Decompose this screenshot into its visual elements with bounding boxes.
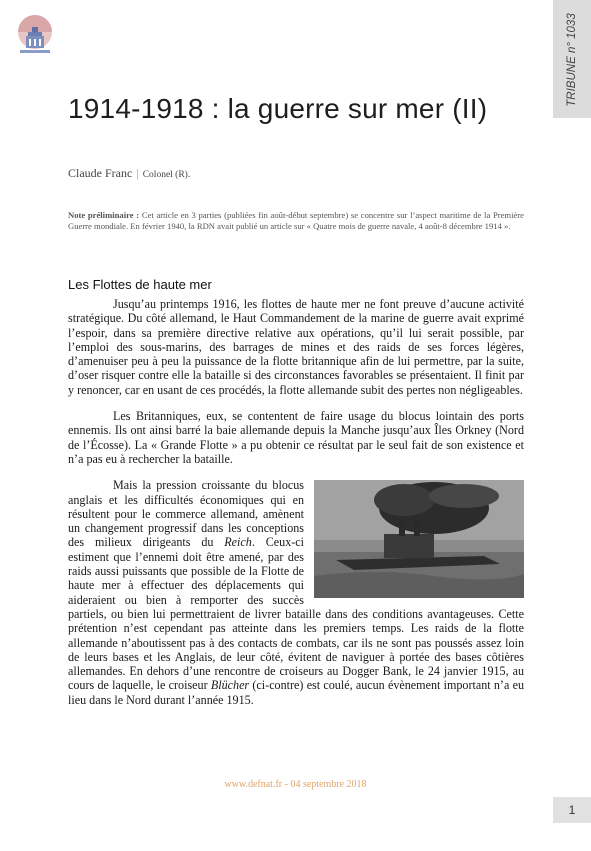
footer-url-date: www.defnat.fr - 04 septembre 2018	[224, 779, 367, 790]
reich-term: Reich	[224, 535, 252, 550]
article-title: 1914-1918 : la guerre sur mer (II)	[68, 93, 488, 124]
note-text: Cet article en 3 parties (publiées fin août-début septembre) se concentre sur l’aspect maritime de la Première Guerre mondiale. En février 1940, la RDN avait publié un article sur « Quatre mois de guerre navale, 4 août-8 décembre 1914 ».	[68, 210, 524, 231]
ship-name: Blücher	[210, 678, 250, 693]
paragraph-text: . Ceux-ci estiment que l’ennemi doit être amené, par des raids aussi puissants que possible de la Flotte de haute mer à effectuer des déplacements qui aideraient ou bien à remporter des succès partiels, ou bien lui permettraient de livrer bataille dans des conditions avantageuses. Cette prétention n’est cependant pas atteinte dans les premiers temps. Les raids de la flotte allemande n’aboutissent pas à des contacts de combats, car ils ne sont pas poussés assez loin de leurs bases et les Anglais, de leur côté, évitent de naviguer à portée des bases côtières allemandes. En dehors d’une rencontre de croiseurs au Dogger Bank, le 24 janvier 1915, au cours de laquelle, le croiseur	[68, 535, 524, 693]
paragraph: Les Britanniques, eux, se contentent de faire usage du blocus lointain des ports ennemis. Ils ont ainsi barré la baie allemande depuis la Manche jusqu’aux Îles Orkney (Nord de l’Écosse). La « Grande Flotte » a pu obtenir ce résultat par le seul fait de son existence et n’a pas eu à rechercher la bataille.	[68, 409, 524, 466]
author-separator: |	[136, 166, 139, 180]
preliminary-note	[68, 210, 524, 231]
author-role: Colonel (R).	[142, 170, 191, 180]
paragraph: Jusqu’au printemps 1916, les flottes de haute mer ne font preuve d’aucune activité stratégique. Du côté allemand, le Haut Commandement de la marine de guerre avait exprimé l’espoir, dans sa première directive relative aux opérations, qu’il lui serait possible, par l’emploi des sous-marins, des barrages de mines et des raids de ses forces légères, d’amenuiser peu à peu la puissance de la flotte britannique afin de lui permettre, par la suite, d’oser risquer contre elle la bataille si des circonstances favorables se présentaient. Il finit par y renoncer, car en usant de ces procédés, la flotte allemande subit des pertes non négligeables.	[68, 297, 524, 397]
page-number: 1	[553, 797, 591, 823]
author-line	[68, 166, 190, 181]
article-body	[68, 297, 524, 719]
rdn-logo	[14, 12, 56, 56]
section-title: Les Flottes de haute mer	[68, 277, 212, 292]
note-label: Note préliminaire :	[68, 210, 140, 220]
tribune-tab	[553, 0, 591, 118]
author-name: Claude Franc	[68, 166, 133, 180]
paragraph-text: (ci-contre) est coulé, aucun évènement important n’a eu lieu dans le Nord durant l’année 1915.	[68, 678, 524, 707]
tribune-number: TRIBUNE n° 1033	[566, 13, 578, 107]
paragraph-text: Mais la pression croissante du blocus anglais et les difficultés économiques qui en résultent pour le commerce allemand, amènent un changement progressif dans les conceptions des milieux dirigeants du	[68, 478, 304, 550]
photo-cruiser-blucher	[314, 480, 524, 598]
